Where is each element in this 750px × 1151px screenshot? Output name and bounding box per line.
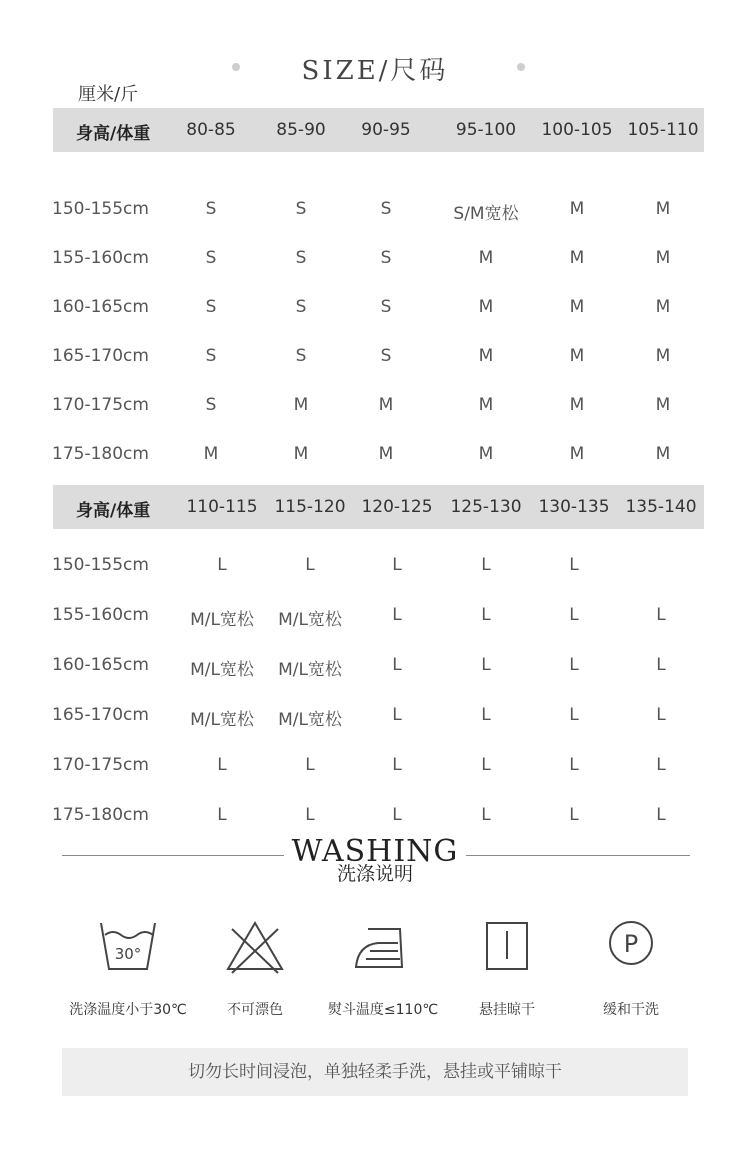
size-cell: S <box>205 395 217 415</box>
tumble-dry-gentle-icon <box>596 915 666 975</box>
size-cell: L <box>305 555 315 575</box>
size-cell: L <box>569 705 579 725</box>
size-cell: L <box>569 805 579 825</box>
table-header-weight: 130-135 <box>538 497 610 517</box>
size-cell: L <box>569 655 579 675</box>
size-cell: M/L宽松 <box>278 610 342 630</box>
size-cell: M/L宽松 <box>190 710 254 730</box>
row-height-label: 165-170cm <box>52 346 149 366</box>
size-cell: S <box>295 199 307 219</box>
size-cell: M <box>478 248 494 268</box>
size-cell: L <box>481 805 491 825</box>
size-cell: M <box>478 444 494 464</box>
size-cell: S <box>380 346 392 366</box>
size-cell: S <box>380 297 392 317</box>
care-label: 熨斗温度≤110℃ <box>327 1002 439 1018</box>
size-cell: L <box>392 805 402 825</box>
size-cell: M <box>655 395 671 415</box>
size-cell: M/L宽松 <box>278 660 342 680</box>
size-cell: S <box>295 248 307 268</box>
size-cell: L <box>656 805 666 825</box>
size-cell: M <box>478 297 494 317</box>
size-cell: L <box>217 755 227 775</box>
table-header-weight: 115-120 <box>274 497 346 517</box>
size-cell: S <box>380 248 392 268</box>
size-cell: M <box>478 395 494 415</box>
size-cell: L <box>392 605 402 625</box>
size-cell: M <box>378 444 394 464</box>
care-label: 洗涤温度小于30℃ <box>69 1002 187 1018</box>
size-cell: S <box>205 199 217 219</box>
size-cell: L <box>481 755 491 775</box>
size-cell: L <box>481 605 491 625</box>
unit-label: 厘米/斤 <box>78 84 139 105</box>
page-title: SIZE/尺码 <box>301 56 449 86</box>
table-header-weight: 85-90 <box>276 120 326 140</box>
care-item-dry-clean <box>566 915 696 1019</box>
size-cell: L <box>305 805 315 825</box>
row-height-label: 150-155cm <box>52 555 149 575</box>
size-cell: L <box>656 755 666 775</box>
size-cell: M <box>655 199 671 219</box>
size-cell: M <box>478 346 494 366</box>
size-cell: M <box>655 346 671 366</box>
care-item-iron <box>318 915 448 1019</box>
size-cell: M <box>655 444 671 464</box>
size-cell: L <box>656 605 666 625</box>
iron-icon <box>348 915 418 975</box>
size-cell: L <box>217 805 227 825</box>
size-cell: S <box>380 199 392 219</box>
size-cell: L <box>569 555 579 575</box>
size-cell: L <box>481 705 491 725</box>
size-cell: L <box>305 755 315 775</box>
care-note: 切勿长时间浸泡，单独轻柔手洗，悬挂或平铺晾干 <box>62 1048 688 1096</box>
table-header-weight: 120-125 <box>361 497 433 517</box>
table-header-weight: 135-140 <box>625 497 697 517</box>
decorative-dot <box>232 63 240 71</box>
decorative-dot <box>517 63 525 71</box>
size-cell: S <box>295 297 307 317</box>
size-cell: L <box>392 755 402 775</box>
table-header-weight: 80-85 <box>186 120 236 140</box>
size-cell: S <box>205 346 217 366</box>
row-height-label: 160-165cm <box>52 655 149 675</box>
row-height-label: 170-175cm <box>52 395 149 415</box>
size-cell: L <box>392 655 402 675</box>
table-header-weight: 105-110 <box>627 120 699 140</box>
row-height-label: 150-155cm <box>52 199 149 219</box>
size-cell: M <box>655 248 671 268</box>
size-cell: M <box>293 395 309 415</box>
care-item-hang-dry <box>442 915 572 1019</box>
size-cell: L <box>656 655 666 675</box>
size-cell: S/M宽松 <box>453 204 519 224</box>
dry-clean-letter: P <box>623 930 639 958</box>
care-item-wash <box>63 915 193 1019</box>
care-label: 不可漂色 <box>227 1002 283 1018</box>
size-cell: M <box>569 199 585 219</box>
care-label: 悬挂晾干 <box>479 1002 535 1018</box>
size-cell: M/L宽松 <box>190 610 254 630</box>
size-cell: L <box>392 555 402 575</box>
row-height-label: 170-175cm <box>52 755 149 775</box>
size-cell: L <box>481 655 491 675</box>
size-cell: M/L宽松 <box>190 660 254 680</box>
wash-temp-text: 30° <box>114 945 142 963</box>
row-height-label: 165-170cm <box>52 705 149 725</box>
size-cell: S <box>205 297 217 317</box>
table-header-weight: 95-100 <box>455 120 517 140</box>
no-bleach-icon <box>220 915 290 975</box>
table-header-weight: 90-95 <box>361 120 411 140</box>
table-header-label: 身高/体重 <box>76 501 151 521</box>
table-header-weight: 110-115 <box>186 497 258 517</box>
washing-subtitle: 洗涤说明 <box>336 863 413 885</box>
size-cell: M <box>655 297 671 317</box>
row-height-label: 175-180cm <box>52 444 149 464</box>
row-height-label: 155-160cm <box>52 248 149 268</box>
size-cell: S <box>295 346 307 366</box>
size-cell: M <box>569 346 585 366</box>
size-cell: M <box>378 395 394 415</box>
size-cell: L <box>481 555 491 575</box>
table-header-weight: 125-130 <box>450 497 522 517</box>
row-height-label: 160-165cm <box>52 297 149 317</box>
size-cell: L <box>569 605 579 625</box>
size-cell: S <box>205 248 217 268</box>
size-cell: M <box>203 444 219 464</box>
care-item-no-bleach <box>190 915 320 1019</box>
size-cell: M <box>569 395 585 415</box>
size-cell: L <box>217 555 227 575</box>
size-cell: M/L宽松 <box>278 710 342 730</box>
wash-30-icon <box>93 915 163 975</box>
row-height-label: 155-160cm <box>52 605 149 625</box>
table-header-weight: 100-105 <box>541 120 613 140</box>
hang-dry-icon <box>472 915 542 975</box>
row-height-label: 175-180cm <box>52 805 149 825</box>
size-cell: M <box>569 444 585 464</box>
size-cell: L <box>392 705 402 725</box>
care-label: 缓和干洗 <box>603 1002 659 1018</box>
washing-title: WASHING <box>291 834 459 869</box>
size-cell: M <box>569 297 585 317</box>
size-cell: M <box>569 248 585 268</box>
size-cell: L <box>569 755 579 775</box>
size-cell: M <box>293 444 309 464</box>
table-header-label: 身高/体重 <box>76 124 151 144</box>
size-cell: L <box>656 705 666 725</box>
